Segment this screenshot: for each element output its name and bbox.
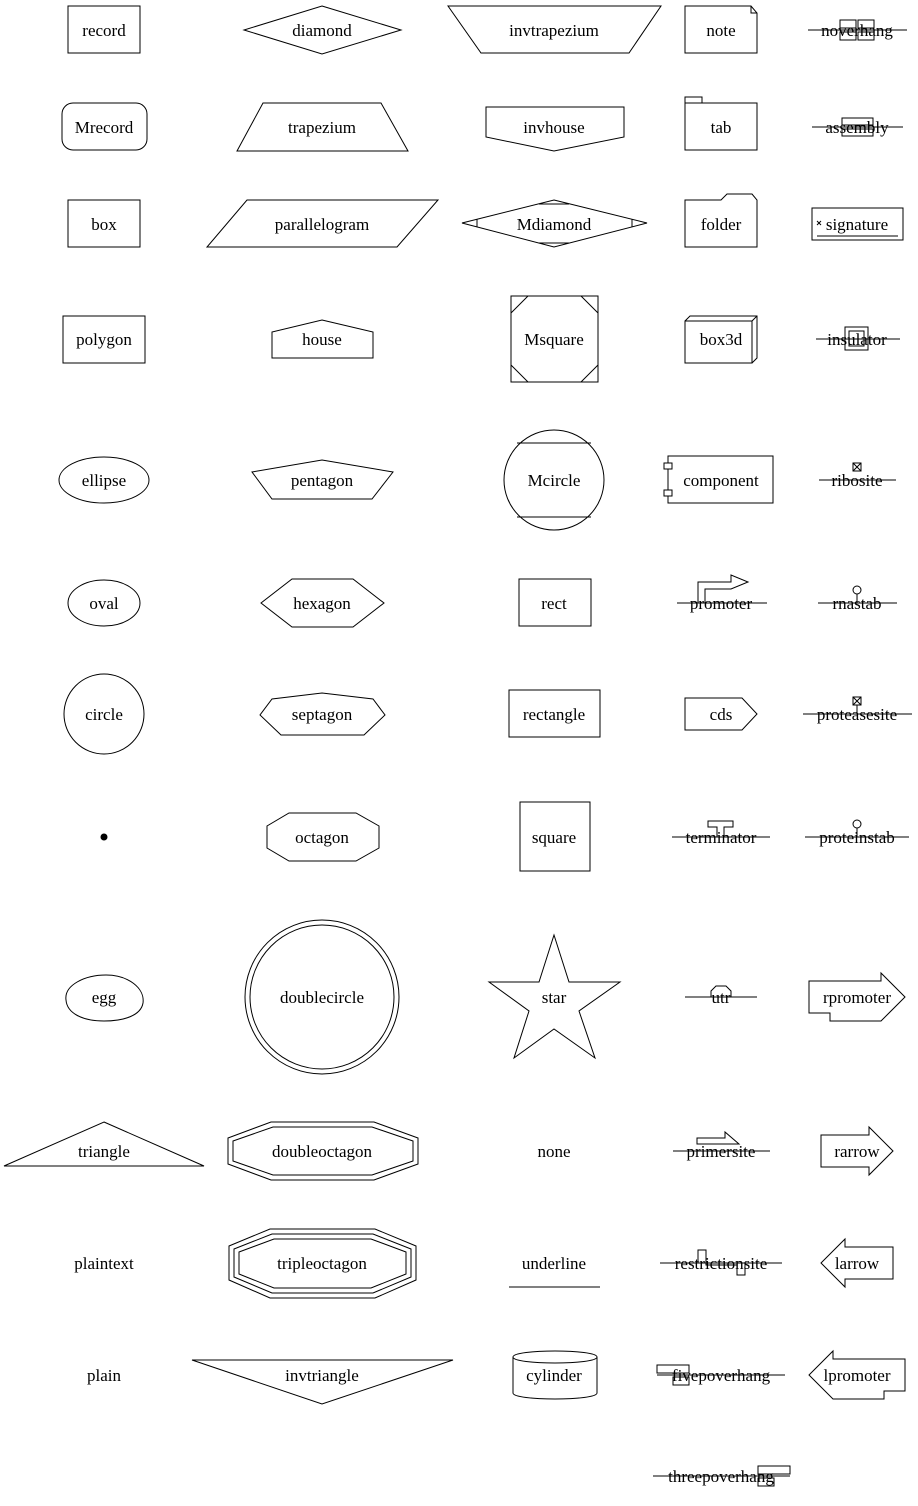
node-rectangle bbox=[509, 690, 600, 737]
node-ribosite bbox=[819, 463, 896, 490]
node-note bbox=[685, 6, 757, 53]
node-noverhang-label: noverhang bbox=[821, 21, 893, 40]
node-component-label: component bbox=[683, 471, 759, 490]
node-hexagon bbox=[261, 579, 384, 627]
node-none-label: none bbox=[537, 1142, 571, 1161]
node-invtriangle bbox=[192, 1360, 453, 1404]
node-ellipse-label: ellipse bbox=[81, 471, 127, 490]
node-doublecircle-label: doublecircle bbox=[279, 988, 365, 1007]
node-msquare-label: Msquare bbox=[524, 330, 584, 349]
node-component bbox=[664, 456, 773, 503]
node-octagon bbox=[267, 813, 379, 861]
node-triangle bbox=[4, 1122, 204, 1166]
node-fivepoverhang bbox=[657, 1365, 785, 1385]
node-rnastab bbox=[818, 586, 897, 613]
node-pentagon-label: pentagon bbox=[290, 471, 354, 490]
node-mcircle-label: Mcircle bbox=[527, 471, 581, 490]
node-underline bbox=[509, 1254, 600, 1287]
node-circle-label: circle bbox=[85, 705, 123, 724]
node-rect bbox=[519, 579, 591, 626]
node-hexagon-label: hexagon bbox=[293, 594, 351, 613]
node-rectangle-label: rectangle bbox=[522, 705, 586, 724]
node-rpromoter-label: rpromoter bbox=[823, 988, 891, 1007]
node-lpromoter-label: lpromoter bbox=[823, 1366, 891, 1385]
node-tripleoctagon-label: tripleoctagon bbox=[277, 1254, 367, 1273]
node-cds-label: cds bbox=[709, 705, 733, 724]
node-plaintext bbox=[74, 1254, 134, 1273]
node-primersite bbox=[673, 1132, 770, 1161]
node-mdiamond-label: Mdiamond bbox=[516, 215, 592, 234]
node-signature bbox=[812, 208, 903, 240]
node-underline-label: underline bbox=[521, 1254, 587, 1273]
node-promoter-label: promoter bbox=[689, 594, 753, 613]
node-point bbox=[101, 834, 107, 840]
node-box-label: box bbox=[91, 215, 117, 234]
node-star-label: star bbox=[541, 988, 567, 1007]
node-proteasesite bbox=[803, 697, 912, 724]
node-triangle-label: triangle bbox=[78, 1142, 130, 1161]
node-polygon-label: polygon bbox=[76, 330, 132, 349]
node-assembly bbox=[812, 118, 903, 137]
node-egg bbox=[66, 975, 143, 1021]
node-ribosite-label: ribosite bbox=[831, 471, 883, 490]
node-proteinstab-label: proteinstab bbox=[819, 828, 895, 847]
node-larrow bbox=[821, 1239, 893, 1287]
node-trapezium-label: trapezium bbox=[288, 118, 356, 137]
node-septagon bbox=[260, 693, 385, 735]
node-proteinstab bbox=[805, 820, 909, 847]
node-cylinder-label: cylinder bbox=[526, 1366, 582, 1385]
node-insulator-label: insulator bbox=[827, 330, 887, 349]
node-none bbox=[537, 1142, 570, 1161]
node-utr bbox=[685, 986, 757, 1007]
node-septagon-label: septagon bbox=[291, 705, 353, 724]
node-invtrapezium bbox=[448, 6, 661, 53]
node-mcircle bbox=[504, 430, 604, 530]
node-mrecord-label: Mrecord bbox=[74, 118, 134, 137]
node-noverhang bbox=[808, 20, 907, 40]
node-square bbox=[520, 802, 590, 871]
node-plain-label: plain bbox=[87, 1366, 121, 1385]
node-utr-label: utr bbox=[711, 988, 731, 1007]
node-ellipse bbox=[59, 457, 149, 503]
node-trapezium bbox=[237, 103, 408, 151]
node-pentagon bbox=[252, 460, 393, 499]
node-record bbox=[68, 6, 140, 53]
node-doubleoctagon bbox=[228, 1122, 418, 1180]
node-rarrow-label: rarrow bbox=[834, 1142, 880, 1161]
node-box bbox=[68, 200, 140, 247]
node-parallelogram bbox=[207, 200, 438, 247]
node-rect-label: rect bbox=[541, 594, 567, 613]
node-folder-label: folder bbox=[700, 215, 742, 234]
node-folder bbox=[685, 194, 757, 247]
node-threepoverhang bbox=[653, 1466, 790, 1486]
node-terminator-label: terminator bbox=[685, 828, 757, 847]
node-rarrow bbox=[821, 1127, 893, 1175]
node-box3d bbox=[685, 316, 757, 363]
node-diamond-label: diamond bbox=[292, 21, 352, 40]
node-doubleoctagon-label: doubleoctagon bbox=[271, 1142, 373, 1161]
node-promoter bbox=[677, 575, 767, 613]
node-oval bbox=[68, 580, 140, 626]
node-rpromoter bbox=[809, 973, 905, 1021]
node-star bbox=[489, 935, 620, 1058]
node-assembly-label: assembly bbox=[825, 118, 889, 137]
node-signature-label: signature bbox=[825, 215, 889, 234]
node-doublecircle bbox=[245, 920, 399, 1074]
node-cds bbox=[685, 698, 757, 730]
node-octagon-label: octagon bbox=[295, 828, 349, 847]
node-larrow-label: larrow bbox=[834, 1254, 880, 1273]
node-proteasesite-label: proteasesite bbox=[816, 705, 898, 724]
node-polygon bbox=[63, 316, 145, 363]
node-fivepoverhang-label: fivepoverhang bbox=[671, 1366, 771, 1385]
node-threepoverhang-label: threepoverhang bbox=[668, 1467, 774, 1486]
node-primersite-label: primersite bbox=[686, 1142, 756, 1161]
node-box3d-label: box3d bbox=[699, 330, 743, 349]
node-insulator bbox=[816, 327, 900, 350]
node-note-label: note bbox=[706, 21, 736, 40]
node-tab bbox=[685, 97, 757, 150]
node-record-label: record bbox=[82, 21, 126, 40]
node-mrecord bbox=[62, 103, 147, 150]
node-terminator bbox=[672, 821, 770, 847]
node-oval-label: oval bbox=[89, 594, 119, 613]
node-diamond bbox=[244, 6, 401, 54]
node-tab-label: tab bbox=[710, 118, 732, 137]
node-house bbox=[272, 320, 373, 358]
node-mdiamond bbox=[462, 200, 647, 247]
node-msquare bbox=[511, 296, 598, 382]
node-cylinder bbox=[513, 1351, 597, 1399]
node-egg-label: egg bbox=[91, 988, 117, 1007]
node-square-label: square bbox=[531, 828, 577, 847]
node-invtriangle-label: invtriangle bbox=[285, 1366, 359, 1385]
node-lpromoter bbox=[809, 1351, 905, 1399]
node-circle bbox=[64, 674, 144, 754]
node-invhouse bbox=[486, 107, 624, 151]
node-restrictionsite bbox=[660, 1250, 782, 1275]
node-plaintext-label: plaintext bbox=[74, 1254, 134, 1273]
node-invtrapezium-label: invtrapezium bbox=[509, 21, 599, 40]
node-invhouse-label: invhouse bbox=[523, 118, 585, 137]
node-rnastab-label: rnastab bbox=[832, 594, 882, 613]
node-parallelogram-label: parallelogram bbox=[274, 215, 370, 234]
node-tripleoctagon bbox=[229, 1229, 416, 1298]
node-restrictionsite-label: restrictionsite bbox=[674, 1254, 768, 1273]
node-plain bbox=[87, 1366, 121, 1385]
node-house-label: house bbox=[302, 330, 342, 349]
